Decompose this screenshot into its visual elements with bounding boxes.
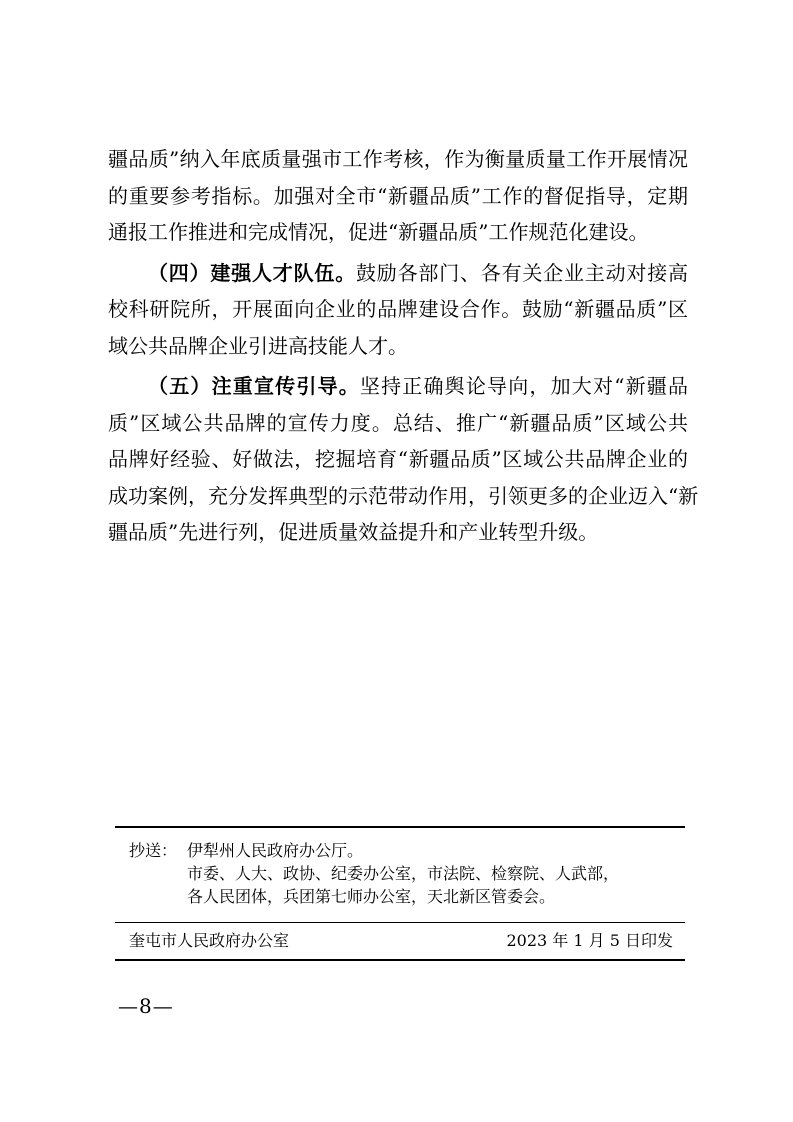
paragraph-talent-team xyxy=(108,255,688,365)
text-line xyxy=(108,255,688,292)
text-line: 通报工作推进和完成情况，促进“新疆品质”工作规范化建设。 xyxy=(108,220,649,244)
text-line: 品牌好经验、好做法，挖掘培育“新疆品质”区域公共品牌企业的 xyxy=(108,447,688,471)
text-line: 成功案例，充分发挥典型的示范带动作用，引领更多的企业迈入“新 xyxy=(108,483,699,508)
issue-row xyxy=(115,923,685,959)
text-line: 校科研院所，开展面向企业的品牌建设合作。鼓励“新疆品质”区 xyxy=(108,297,688,321)
paragraph-evaluation xyxy=(108,141,688,251)
cc-recipient: 各人民团体，兵团第七师办公室，天北新区管委会。 xyxy=(187,887,556,906)
cc-label: 抄送： xyxy=(129,841,178,860)
text-line: 域公共品牌企业引进高技能人才。 xyxy=(108,333,408,358)
text-run: 鼓励各部门、各有关企业主动对接高 xyxy=(356,260,688,285)
page-number: —8— xyxy=(118,994,174,1018)
section-heading: （五）注重宣传引导。 xyxy=(148,374,360,398)
issuer: 奎屯市人民政府办公室 xyxy=(129,931,290,950)
text-run: 坚持正确舆论导向，加大对“新疆品 xyxy=(359,374,688,398)
cc-recipient: 市委、人大、政协、纪委办公室，市法院、检察院、人武部， xyxy=(187,864,620,883)
text-line: 疆品质”先进行列，促进质量效益提升和产业转型升级。 xyxy=(108,520,599,544)
document-footer xyxy=(115,826,685,961)
text-line: 疆品质”纳入年底质量强市工作考核，作为衡量质量工作开展情况 xyxy=(108,147,688,171)
text-line: 质”区域公共品牌的宣传力度。总结、推广“新疆品质”区域公共 xyxy=(108,410,688,435)
text-line: 的重要参考指标。加强对全市“新疆品质”工作的督促指导，定期 xyxy=(108,183,688,208)
text-line xyxy=(108,368,688,405)
paragraph-publicity xyxy=(108,368,699,551)
section-heading: （四）建强人才队伍。 xyxy=(148,260,356,285)
cc-block xyxy=(115,828,685,922)
footer-bottom-rule xyxy=(115,959,685,961)
issue-date: 2023 年 1 月 5 日印发 xyxy=(506,931,673,950)
document-body xyxy=(108,141,699,551)
cc-recipient: 伊犁州人民政府办公厅。 xyxy=(187,841,364,860)
